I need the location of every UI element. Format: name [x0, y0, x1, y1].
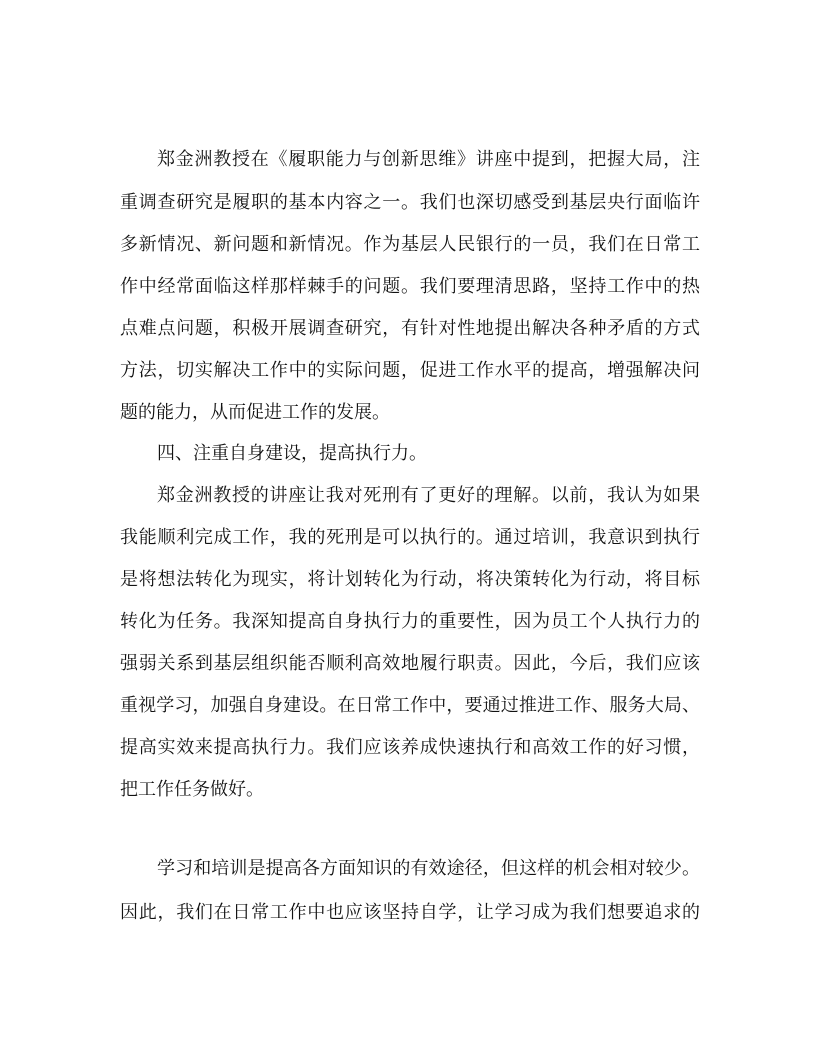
paragraph-line: 把工作任务做好。: [120, 779, 264, 800]
paragraph-line: 因此，我们在日常工作中也应该坚持自学，让学习成为我们想要追求的: [120, 902, 700, 923]
paragraph-line: 郑金洲教授在《履职能力与创新思维》讲座中提到，把握大局，注: [157, 149, 700, 170]
paragraph-line: 转化为任务。我深知提高自身执行力的重要性，因为员工个人执行力的: [120, 611, 700, 632]
paragraph-line: 郑金洲教授的讲座让我对死刑有了更好的理解。以前，我认为如果: [157, 485, 700, 506]
paragraph-line: 题的能力，从而促进工作的发展。: [120, 402, 390, 423]
paragraph-line: 重调查研究是履职的基本内容之一。我们也深切感受到基层央行面临许: [120, 192, 700, 213]
section-heading: 四、注重自身建设，提高执行力。: [157, 443, 427, 464]
paragraph-line: 方法，切实解决工作中的实际问题，促进工作水平的提高，增强解决问: [120, 360, 700, 381]
paragraph-line: 提高实效来提高执行力。我们应该养成快速执行和高效工作的好习惯，: [120, 737, 700, 758]
paragraph-line: 多新情况、新问题和新情况。作为基层人民银行的一员，我们在日常工: [120, 234, 700, 255]
paragraph-line: 重视学习，加强自身建设。在日常工作中，要通过推进工作、服务大局、: [120, 695, 700, 716]
paragraph-line: 强弱关系到基层组织能否顺利高效地履行职责。因此，今后，我们应该: [120, 653, 700, 674]
paragraph-line: 作中经常面临这样那样棘手的问题。我们要理清思路，坚持工作中的热: [120, 276, 700, 297]
paragraph-line: 点难点问题，积极开展调查研究，有针对性地提出解决各种矛盾的方式: [120, 318, 700, 339]
paragraph-line: 是将想法转化为现实，将计划转化为行动，将决策转化为行动，将目标: [120, 569, 700, 590]
paragraph-line: 我能顺利完成工作，我的死刑是可以执行的。通过培训，我意识到执行: [120, 527, 700, 548]
paragraph-line: 学习和培训是提高各方面知识的有效途径，但这样的机会相对较少。: [157, 858, 700, 879]
